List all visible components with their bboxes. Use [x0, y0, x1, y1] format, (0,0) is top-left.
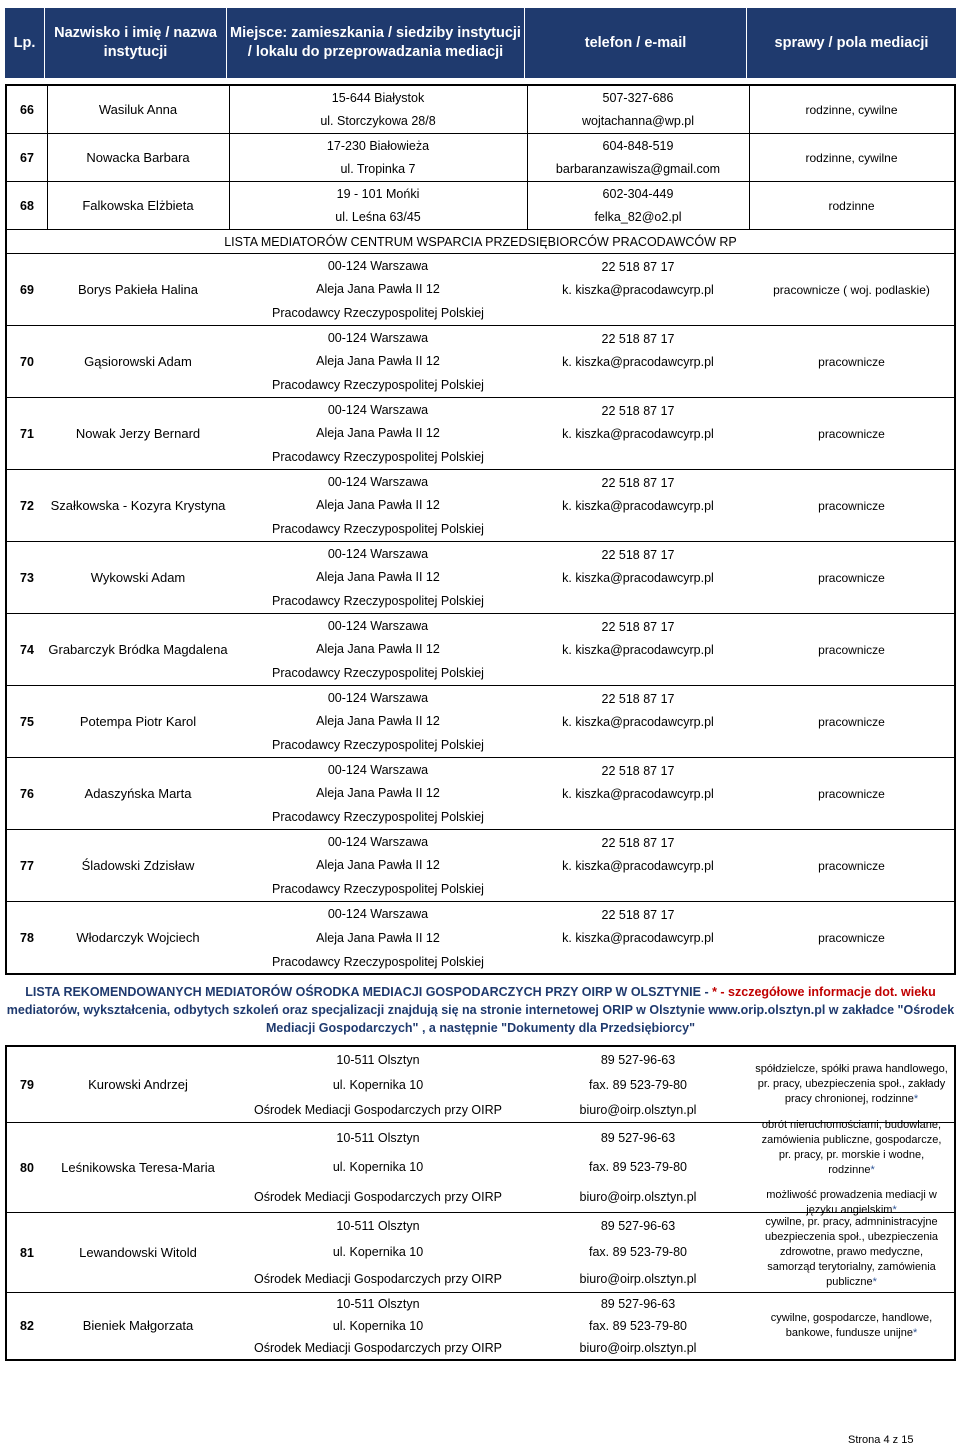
column-divider: [229, 134, 230, 181]
phone: 89 527-96-63: [600, 1219, 676, 1234]
mediator-name: Falkowska Elżbieta: [82, 197, 194, 213]
section-c-line2: mediatorów, wykształcenia, odbytych szkoleń oraz specjalizacji znajdują się na stronie internetowej ORIP w Olsztynie www.orip.olsztyn.pl w zakładce "Ośrodek: [6, 1003, 955, 1017]
areas-text: [755, 1311, 948, 1341]
organization: Pracodawcy Rzeczypospolitej Polskiej: [272, 666, 484, 681]
table-row: [7, 1213, 954, 1293]
areas-text: [755, 1062, 948, 1107]
organization: Ośrodek Mediacji Gospodarczych przy OIRP: [253, 1190, 502, 1205]
row-number: 74: [20, 642, 34, 657]
address-street: Aleja Jana Pawła II 12: [316, 498, 440, 513]
address-street: Aleja Jana Pawła II 12: [316, 642, 440, 657]
email: k. kiszka@pracodawcyrp.pl: [562, 571, 714, 585]
phone: 22 518 87 17: [601, 260, 675, 274]
mediator-name: Śladowski Zdzisław: [81, 857, 195, 873]
fax: fax. 89 523-79-80: [589, 1160, 687, 1175]
row-number: 73: [20, 570, 34, 585]
email: k. kiszka@pracodawcyrp.pl: [562, 355, 714, 369]
address-city: 10-511 Olsztyn: [336, 1130, 420, 1145]
email: felka_82@o2.pl: [594, 210, 682, 225]
mediation-areas: pracownicze: [818, 642, 885, 657]
organization: Pracodawcy Rzeczypospolitej Polskiej: [272, 955, 484, 969]
table-row: [7, 254, 954, 326]
email: barbaranzawisza@gmail.com: [555, 162, 721, 177]
contact-cell: [527, 614, 749, 685]
address-city: 00-124 Warszawa: [327, 762, 429, 777]
address-cell: [229, 614, 527, 685]
row-number: 82: [20, 1319, 34, 1333]
address-cell: [229, 182, 527, 229]
table-row: [7, 1118, 954, 1216]
phone: 22 518 87 17: [601, 692, 675, 706]
areas-text: [755, 1118, 948, 1178]
header-place: Miejsce: zamieszkania / siedziby instytucji / lokalu do przeprowadzania mediacji: [227, 8, 525, 78]
mediators-table-a: [5, 84, 956, 975]
organization: Pracodawcy Rzeczypospolitej Polskiej: [272, 594, 484, 609]
address-cell: [229, 686, 527, 757]
header-areas: sprawy / pola mediacji: [774, 34, 929, 51]
organization: Pracodawcy Rzeczypospolitej Polskiej: [272, 522, 484, 537]
phone: 22 518 87 17: [601, 404, 675, 418]
row-number: 77: [20, 858, 34, 873]
address-cell: [229, 542, 527, 613]
phone: 89 527-96-63: [600, 1297, 676, 1311]
column-divider: [47, 182, 48, 229]
table-row: [7, 86, 954, 134]
mediation-areas: pracownicze ( woj. podlaskie): [773, 282, 930, 297]
contact-cell: [527, 182, 749, 229]
header-name: Nazwisko i imię / nazwa instytucji: [45, 8, 227, 78]
section-c-banner: [5, 983, 956, 1037]
row-number: 71: [20, 426, 34, 441]
row-number: 78: [20, 931, 34, 945]
contact-cell: [527, 830, 749, 901]
phone: 507-327-686: [602, 90, 674, 105]
email: k. kiszka@pracodawcyrp.pl: [562, 643, 714, 657]
email: wojtachanna@wp.pl: [581, 114, 695, 129]
email: k. kiszka@pracodawcyrp.pl: [562, 427, 714, 441]
address-city: 19 - 101 Mońki: [336, 186, 420, 201]
column-divider: [749, 86, 750, 133]
phone: 22 518 87 17: [601, 620, 675, 634]
header-lp: Lp.: [5, 8, 45, 78]
address-street: Aleja Jana Pawła II 12: [316, 354, 440, 369]
contact-cell: [527, 254, 749, 325]
email: biuro@oirp.olsztyn.pl: [579, 1190, 697, 1205]
address-city: 10-511 Olsztyn: [336, 1052, 420, 1067]
organization: Ośrodek Mediacji Gospodarczych przy OIRP: [253, 1271, 502, 1286]
row-number: 66: [20, 102, 34, 117]
address-cell: [229, 1047, 527, 1122]
table-row: [7, 470, 954, 542]
contact-cell: [527, 86, 749, 133]
address-street: Aleja Jana Pawła II 12: [316, 858, 440, 873]
section-c-line3: Mediacji Gospodarczych" , a następnie "Dokumenty dla Przedsiębiorcy": [265, 1021, 696, 1035]
address-cell: [229, 902, 527, 974]
address-street: Aleja Jana Pawła II 12: [316, 282, 440, 297]
contact-cell: [527, 1293, 749, 1359]
row-number: 79: [20, 1077, 34, 1092]
fax: fax. 89 523-79-80: [589, 1077, 687, 1092]
column-divider: [527, 134, 528, 181]
address-cell: [229, 398, 527, 469]
mediator-name: Leśnikowska Teresa-Maria: [61, 1159, 215, 1175]
mediation-areas: pracownicze: [818, 931, 885, 945]
row-number: 80: [20, 1160, 34, 1175]
column-divider: [47, 86, 48, 133]
mediator-name: Adaszyńska Marta: [84, 785, 192, 801]
row-number: 76: [20, 786, 34, 801]
phone: 22 518 87 17: [601, 764, 675, 778]
mediator-name: Potempa Piotr Karol: [79, 713, 197, 729]
mediation-areas: pracownicze: [818, 570, 885, 585]
mediator-name: Włodarczyk Wojciech: [76, 930, 200, 945]
address-cell: [229, 86, 527, 133]
asterisk: *: [913, 1093, 919, 1105]
phone: 89 527-96-63: [600, 1052, 676, 1067]
phone: 602-304-449: [602, 186, 674, 201]
mediator-name: Borys Pakieła Halina: [78, 281, 198, 297]
organization: Pracodawcy Rzeczypospolitej Polskiej: [272, 450, 484, 465]
table-row: [7, 686, 954, 758]
address-street: Aleja Jana Pawła II 12: [316, 570, 440, 585]
section-b-title: LISTA MEDIATORÓW CENTRUM WSPARCIA PRZEDSIĘBIORCÓW PRACODAWCÓW RP: [224, 234, 737, 249]
address-city: 00-124 Warszawa: [327, 834, 429, 849]
organization: Pracodawcy Rzeczypospolitej Polskiej: [272, 882, 484, 897]
address-cell: [229, 326, 527, 397]
phone: 604-848-519: [602, 138, 674, 153]
mediation-areas: pracownicze: [818, 426, 885, 441]
organization: Pracodawcy Rzeczypospolitej Polskiej: [272, 306, 484, 321]
contact-cell: [527, 1123, 749, 1212]
mediation-areas: rodzinne, cywilne: [805, 150, 898, 165]
contact-cell: [527, 470, 749, 541]
asterisk: *: [872, 1276, 877, 1288]
address-cell: [229, 1123, 527, 1212]
row-number: 69: [20, 282, 34, 297]
row-number: 70: [20, 354, 34, 369]
address-cell: [229, 134, 527, 181]
mediation-areas: pracownicze: [818, 498, 885, 513]
mediator-name: Grabarczyk Bródka Magdalena: [48, 641, 228, 657]
email: biuro@oirp.olsztyn.pl: [579, 1271, 697, 1286]
address-city: 00-124 Warszawa: [327, 907, 429, 921]
mediation-areas: [749, 1047, 954, 1122]
mediator-name: Wykowski Adam: [90, 569, 186, 585]
mediator-name: Kurowski Andrzej: [88, 1076, 188, 1092]
mediator-name: Wasiluk Anna: [98, 101, 178, 117]
address-street: ul. Kopernika 10: [332, 1245, 424, 1260]
address-city: 00-124 Warszawa: [327, 690, 429, 705]
phone: 22 518 87 17: [601, 836, 675, 850]
table-row: [7, 614, 954, 686]
table-row: [7, 542, 954, 614]
address-street: ul. Kopernika 10: [332, 1077, 424, 1092]
phone: 22 518 87 17: [601, 548, 675, 562]
mediator-name: Nowak Jerzy Bernard: [75, 425, 201, 441]
header-contact: telefon / e-mail: [525, 8, 747, 78]
address-city: 15-644 Białystok: [331, 90, 425, 105]
email: biuro@oirp.olsztyn.pl: [579, 1341, 697, 1355]
mediation-areas: rodzinne, cywilne: [805, 102, 898, 117]
address-street: ul. Kopernika 10: [332, 1160, 424, 1175]
email: biuro@oirp.olsztyn.pl: [579, 1102, 697, 1117]
address-cell: [229, 1293, 527, 1359]
mediation-areas: pracownicze: [818, 786, 885, 801]
mediation-areas: [749, 1293, 954, 1359]
email: k. kiszka@pracodawcyrp.pl: [562, 931, 714, 945]
address-street: ul. Kopernika 10: [332, 1319, 424, 1333]
address-street: ul. Leśna 63/45: [335, 210, 421, 225]
email: k. kiszka@pracodawcyrp.pl: [562, 283, 714, 297]
address-street: Aleja Jana Pawła II 12: [316, 786, 440, 801]
fax: fax. 89 523-79-80: [589, 1245, 687, 1260]
asterisk: *: [892, 1203, 897, 1216]
mediator-name: Szałkowska - Kozyra Krystyna: [50, 497, 226, 513]
table-row: [7, 1047, 954, 1123]
language-note: możliwość prowadzenia mediacji w języku angielskim: [766, 1188, 937, 1216]
column-divider: [527, 182, 528, 229]
email: k. kiszka@pracodawcyrp.pl: [562, 859, 714, 873]
address-street: ul. Storczykowa 28/8: [320, 114, 436, 129]
address-cell: [229, 470, 527, 541]
table-row: [7, 134, 954, 182]
address-street: Aleja Jana Pawła II 12: [316, 426, 440, 441]
mediation-areas: [749, 1213, 954, 1292]
mediation-areas: rodzinne: [828, 198, 875, 213]
address-city: 00-124 Warszawa: [327, 618, 429, 633]
contact-cell: [527, 134, 749, 181]
table-row: [7, 758, 954, 830]
contact-cell: [527, 758, 749, 829]
row-number: 68: [20, 198, 34, 213]
asterisk: *: [870, 1163, 875, 1176]
column-divider: [749, 134, 750, 181]
areas-text: [755, 1215, 948, 1290]
email: k. kiszka@pracodawcyrp.pl: [562, 787, 714, 801]
phone: 22 518 87 17: [601, 908, 675, 922]
mediation-areas: pracownicze: [818, 714, 885, 729]
phone: 89 527-96-63: [600, 1130, 676, 1145]
contact-cell: [527, 1047, 749, 1122]
mediation-areas: pracownicze: [818, 858, 885, 873]
address-city: 00-124 Warszawa: [327, 474, 429, 489]
mediation-areas: [749, 1118, 954, 1216]
section-c-note: * - szczegółowe informacje dot. wieku: [708, 985, 936, 999]
row-number: 81: [20, 1245, 34, 1260]
column-divider: [749, 182, 750, 229]
column-divider: [229, 182, 230, 229]
table-row: [7, 326, 954, 398]
areas-list: obrót nieruchomościami, budowlane, zamówienia publiczne, gospodarcze, pr. pracy, pr. morskie i wodne, rodzinne: [761, 1118, 942, 1176]
areas-list: cywilne, gospodarcze, handlowe, bankowe, fundusze unijne: [770, 1312, 933, 1339]
section-c-title: LISTA REKOMENDOWANYCH MEDIATORÓW OŚRODKA MEDIACJI GOSPODARCZYCH PRZY OIRP W OLSZTYNIE -: [25, 985, 709, 999]
fax: fax. 89 523-79-80: [589, 1319, 687, 1333]
organization: Ośrodek Mediacji Gospodarczych przy OIRP: [253, 1341, 502, 1355]
address-city: 00-124 Warszawa: [327, 546, 429, 561]
address-street: Aleja Jana Pawła II 12: [316, 931, 440, 945]
email: k. kiszka@pracodawcyrp.pl: [562, 499, 714, 513]
address-city: 00-124 Warszawa: [327, 330, 429, 345]
mediation-areas: pracownicze: [818, 354, 885, 369]
row-number: 75: [20, 714, 34, 729]
organization: Ośrodek Mediacji Gospodarczych przy OIRP: [253, 1102, 502, 1117]
contact-cell: [527, 326, 749, 397]
mediator-name: Bieniek Małgorzata: [82, 1318, 194, 1333]
table-row: [7, 1293, 954, 1359]
address-city: 10-511 Olsztyn: [336, 1219, 420, 1234]
contact-cell: [527, 542, 749, 613]
asterisk: *: [912, 1327, 918, 1339]
column-divider: [229, 86, 230, 133]
phone: 22 518 87 17: [601, 332, 675, 346]
table-row: [7, 182, 954, 230]
mediator-name: Gąsiorowski Adam: [84, 353, 192, 369]
address-street: Aleja Jana Pawła II 12: [316, 714, 440, 729]
email: k. kiszka@pracodawcyrp.pl: [562, 715, 714, 729]
areas-list: cywilne, pr. pracy, admninistracyjne ubezpieczenia społ., ubezpieczenia zdrowotne, prawo medyczne, samorząd terytorialny, zamówienia publiczne: [764, 1216, 939, 1288]
contact-cell: [527, 398, 749, 469]
mediator-name: Nowacka Barbara: [86, 149, 190, 165]
page-footer: Strona 4 z 15: [848, 1434, 914, 1446]
contact-cell: [527, 686, 749, 757]
column-divider: [527, 86, 528, 133]
section-b-title-row: [7, 230, 954, 254]
table-row: [7, 398, 954, 470]
column-divider: [47, 134, 48, 181]
table-row: [7, 902, 954, 974]
address-street: ul. Tropinka 7: [340, 162, 416, 177]
table-header: [5, 8, 956, 78]
contact-cell: [527, 1213, 749, 1292]
address-cell: [229, 254, 527, 325]
address-cell: [229, 1213, 527, 1292]
organization: Pracodawcy Rzeczypospolitej Polskiej: [272, 810, 484, 825]
organization: Pracodawcy Rzeczypospolitej Polskiej: [272, 378, 484, 393]
mediator-name: Lewandowski Witold: [79, 1244, 197, 1260]
contact-cell: [527, 902, 749, 974]
address-city: 00-124 Warszawa: [327, 258, 429, 273]
organization: Pracodawcy Rzeczypospolitej Polskiej: [272, 738, 484, 753]
address-cell: [229, 830, 527, 901]
areas-list: spółdzielcze, spółki prawa handlowego, pr. pracy, ubezpieczenia społ., zakłady pracy chronionej, rodzinne: [755, 1063, 948, 1105]
address-city: 17-230 Białowieża: [326, 138, 430, 153]
row-number: 72: [20, 498, 34, 513]
phone: 22 518 87 17: [601, 476, 675, 490]
address-city: 00-124 Warszawa: [327, 402, 429, 417]
address-city: 10-511 Olsztyn: [336, 1297, 420, 1311]
row-number: 67: [20, 150, 34, 165]
table-row: [7, 830, 954, 902]
address-cell: [229, 758, 527, 829]
mediators-table-c: [5, 1045, 956, 1361]
